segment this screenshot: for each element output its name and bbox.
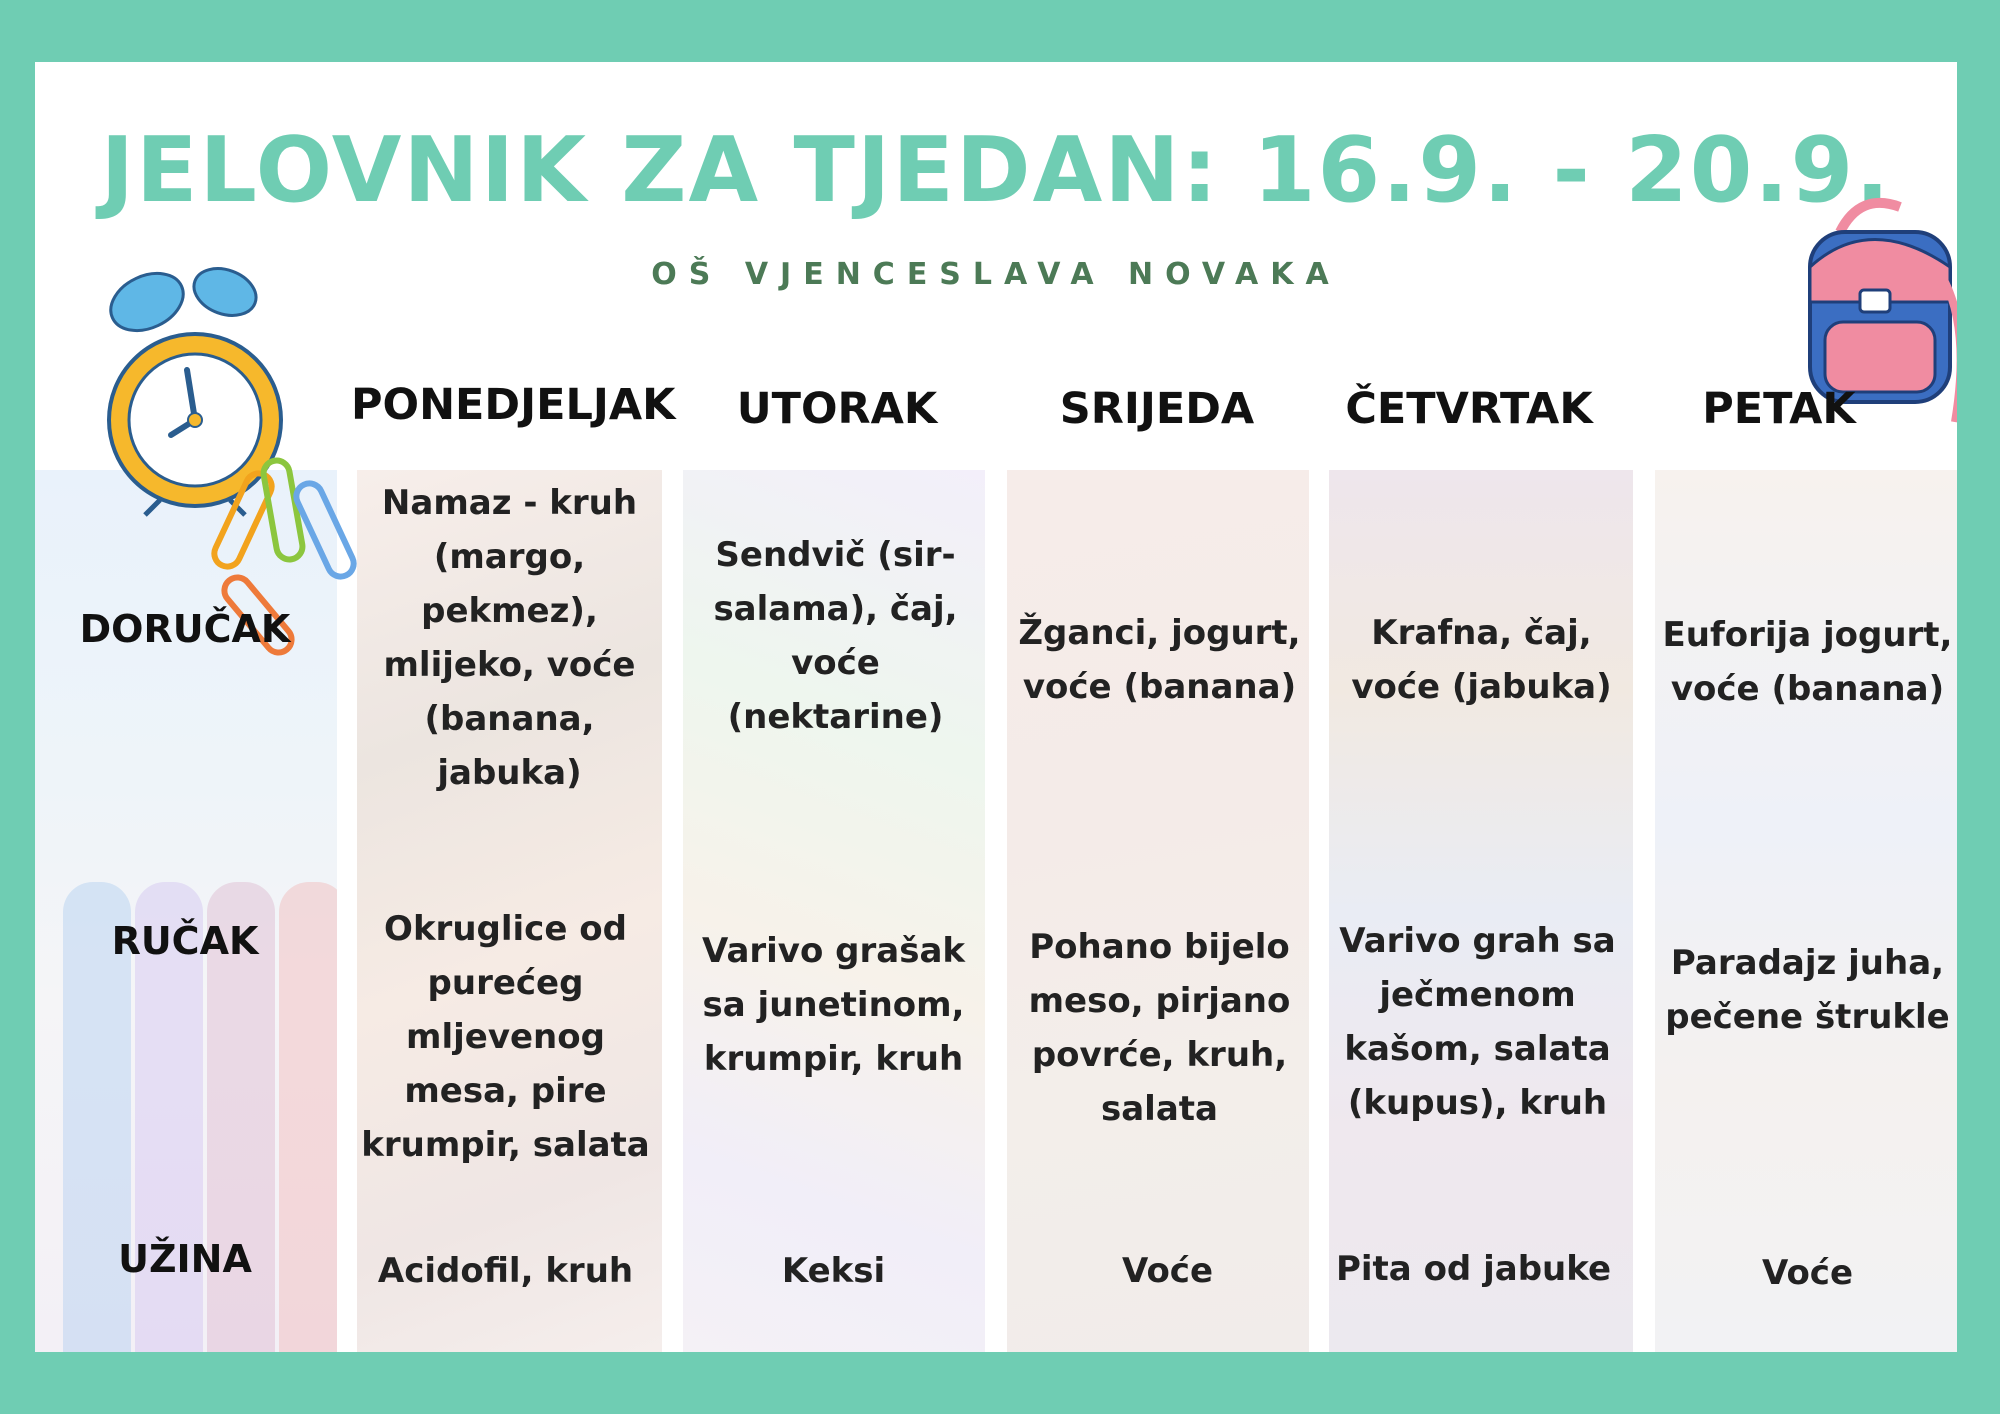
day-header-friday: PETAK (1702, 384, 1856, 434)
menu-cell-tuesday-breakfast: Sendvič (sir- salama), čaj, voće (nektarine) (713, 535, 958, 737)
menu-cell-monday-breakfast: Namaz - kruh (margo, pekmez), mlijeko, voće (banana, jabuka) (381, 483, 638, 793)
day-header-wednesday: SRIJEDA (1059, 384, 1255, 434)
wednesday-column-bg (1007, 470, 1309, 1352)
menu-cell-wednesday-breakfast: Žganci, jogurt, voće (banana) (1018, 613, 1301, 707)
meal-label-breakfast: DORUČAK (79, 607, 291, 651)
menu-cell-friday-lunch: Paradajz juha, pečene štrukle (1665, 943, 1950, 1037)
menu-cell-wednesday-lunch: Pohano bijelo meso, pirjano povrće, kruh, salata (1028, 927, 1291, 1129)
menu-cell-friday-snack: Voće (1761, 1253, 1854, 1293)
menu-cell-monday-lunch: Okruglice od purećeg mljevenog mesa, pire krumpir, salata (361, 909, 650, 1165)
day-header-tuesday: UTORAK (736, 384, 938, 434)
menu-card (35, 62, 1957, 1352)
menu-cell-thursday-snack: Pita od jabuke (1335, 1249, 1612, 1289)
meal-label-lunch: RUČAK (111, 919, 259, 963)
menu-cell-friday-breakfast: Euforija jogurt, voće (banana) (1662, 615, 1953, 709)
page-title: JELOVNIK ZA TJEDAN: 16.9. - 20.9. (100, 118, 1892, 223)
menu-cell-thursday-lunch: Varivo grah sa ječmenom kašom, salata (kupus), kruh (1339, 921, 1616, 1123)
day-header-monday: PONEDJELJAK (351, 380, 676, 430)
menu-cell-thursday-breakfast: Krafna, čaj, voće (jabuka) (1351, 613, 1612, 707)
menu-cell-tuesday-snack: Keksi (781, 1251, 886, 1291)
menu-cell-tuesday-lunch: Varivo grašak sa junetinom, krumpir, kruh (701, 931, 966, 1079)
menu-cell-wednesday-snack: Voće (1121, 1251, 1214, 1291)
meal-label-snack: UŽINA (118, 1237, 252, 1281)
thursday-column-bg (1329, 470, 1633, 1352)
friday-column-bg (1655, 470, 1957, 1352)
menu-cell-monday-snack: Acidofil, kruh (377, 1251, 634, 1291)
school-name: OŠ VJENCESLAVA NOVAKA (651, 257, 1341, 292)
day-header-thursday: ČETVRTAK (1345, 384, 1593, 434)
